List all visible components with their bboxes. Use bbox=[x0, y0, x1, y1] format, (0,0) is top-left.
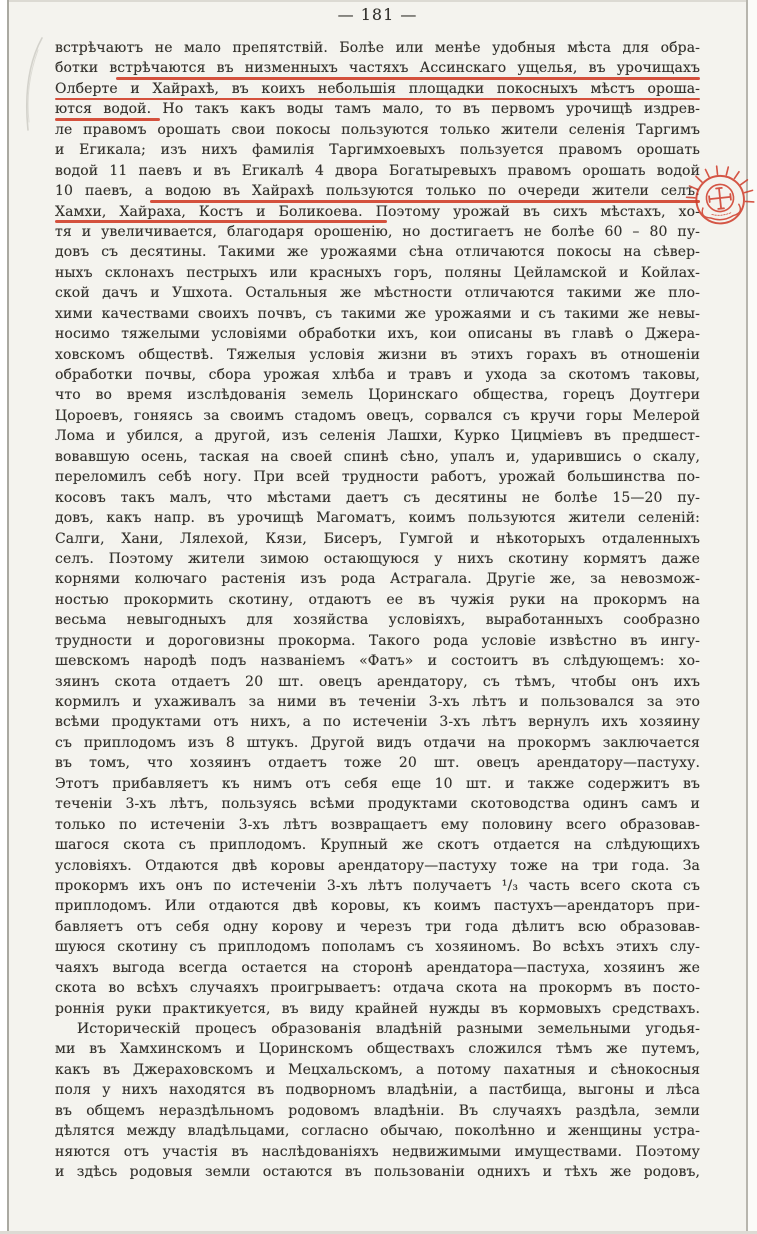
text-line: ской дачъ и Ушхота. Остальныя же мѣстности отличаются такими же пло- bbox=[55, 285, 700, 302]
text-line: Хамхи, Хайраха, Костъ и Боликоева. Поэтому урожай въ сихъ мѣстахъ, хо- bbox=[55, 202, 700, 222]
text-line: чаяхъ выгода всегда остается на сторонѣ арендатора—пастуха, хозяинъ же bbox=[55, 959, 700, 976]
red-seal-stamp bbox=[674, 148, 757, 248]
text-line: Историческій процесъ образованія владѣній разными земельными угодья- bbox=[77, 1021, 700, 1037]
text-line: селъ. Поэтому жители зимою остающуюся у нихъ скотину кормятъ даже bbox=[55, 550, 700, 567]
text-line: роннія руки практикуется, въ виду крайней нужды въ кормовыхъ средствахъ. bbox=[55, 1000, 700, 1017]
text-line: довъ съ десятины. Такими же урожаями сѣна отличаются покосы на сѣвер- bbox=[55, 244, 700, 261]
text-line: водой 11 паевъ и въ Егикалѣ 4 двора Богатыревыхъ правомъ орошать водой bbox=[55, 162, 700, 179]
text-line: зяинъ скота отдаетъ 20 шт. овецъ арендатору, съ тѣмъ, чтобы онъ ихъ bbox=[55, 673, 700, 690]
text-line: корнями колючаго растенія изъ рода Астрагала. Другіе же, за невозмож- bbox=[55, 571, 700, 588]
text-line: ховскомъ обществѣ. Тяжелыя условія жизни въ этихъ горахъ въ отношеніи bbox=[55, 346, 700, 363]
text-line: всѣми продуктами отъ нихъ, а по истеченіи 3-хъ лѣтъ вернулъ ихъ хозяину bbox=[55, 714, 700, 731]
page-number: — 181 — bbox=[337, 5, 418, 24]
text-line: Олберте и Хайрахѣ, въ коихъ небольшія площадки покосныхъ мѣстъ ороша- bbox=[55, 79, 700, 99]
text-line: встрѣчаютъ не мало препятствій. Болѣе или менѣе удобныя мѣста для обра- bbox=[55, 40, 700, 56]
text-line: Цороевъ, гоняясь за своимъ стадомъ овецъ, сорвался съ кручи горы Мелерой bbox=[55, 407, 700, 424]
text-line: довъ, какъ напр. въ урочищѣ Магоматъ, коимъ пользуются жители селеній: bbox=[55, 510, 700, 527]
text-line: скота во всѣхъ случаяхъ проигрываетъ: отдача скота на прокормъ въ посто- bbox=[55, 980, 700, 997]
text-line: шагося скота съ приплодомъ. Крупный же скотъ отдается на слѣдующихъ bbox=[55, 837, 700, 854]
text-line: ми въ Хамхинскомъ и Цоринскомъ обществахъ сложился тѣмъ же путемъ, bbox=[55, 1041, 700, 1058]
text-line: шуюся скотину съ приплодомъ пополамъ съ хозяиномъ. Во всѣхъ этихъ слу- bbox=[55, 939, 700, 956]
text-line: приплодомъ. Или отдаются двѣ коровы, къ коимъ пастухъ—арендаторъ при- bbox=[55, 898, 700, 915]
margin-pencil-mark bbox=[12, 30, 52, 140]
text-line: прокормъ ихъ онъ по истеченіи 3-хъ лѣтъ получаетъ ¹/₃ часть всего скота съ bbox=[55, 877, 700, 894]
text-line: только по истеченіи 3-хъ лѣтъ возвращаетъ ему половину всего образовав- bbox=[55, 816, 700, 833]
stamp-inscription bbox=[712, 212, 732, 216]
text-line: трудности и дороговизны прокорма. Такого рода условіе извѣстно въ ингу- bbox=[55, 632, 700, 649]
text-line: ботки встрѣчаются въ низменныхъ частяхъ Ассинскаго ущелья, въ урочищахъ bbox=[55, 58, 700, 78]
text-line: носимо тяжелыми условіями обработки ихъ, кои описаны въ главѣ о Джера- bbox=[55, 326, 700, 343]
text-line: обработки почвы, сбора урожая хлѣба и травъ и ухода за скотомъ таковы, bbox=[55, 367, 700, 383]
text-line: няются отъ участія въ наслѣдованіяхъ недвижимыми имуществами. Поэтому bbox=[55, 1143, 700, 1160]
text-line: теченіи 3-хъ лѣтъ, пользуясь всѣми продуктами скотоводства одинъ самъ и bbox=[55, 796, 700, 813]
text-line: въ томъ, что хозяинъ отдаетъ тоже 20 шт. овецъ арендатору—пастуху. bbox=[55, 755, 700, 772]
text-line: кормилъ и ухаживалъ за ними въ теченіи 3-хъ лѣтъ и пользовался за это bbox=[55, 694, 700, 710]
scan-edge-top bbox=[0, 0, 757, 2]
text-line: ле правомъ орошать свои покосы пользуются только жители селенія Таргимъ bbox=[55, 121, 700, 138]
text-line: и Егикала; изъ нихъ фамилія Таргимхоевыхъ пользуется правомъ орошать bbox=[55, 142, 700, 159]
text-line: вовавшую осень, таская на своей спинѣ сѣно, упалъ и, ударившись о скалу, bbox=[55, 448, 700, 465]
text-line: ныхъ склонахъ пестрыхъ или красныхъ горъ, поляны Цейламской и Койлах- bbox=[55, 264, 700, 281]
text-line: Этотъ прибавляетъ къ нимъ отъ себя еще 10 шт. и также содержитъ въ bbox=[55, 775, 700, 792]
text-line: весьма невыгодныхъ для хозяйства условіяхъ, выработанныхъ сообразно bbox=[55, 612, 700, 629]
text-line: какъ въ Джераховскомъ и Мецхальскомъ, а потому пахатныя и сѣнокосныя bbox=[55, 1061, 700, 1078]
text-line: 10 паевъ, а водою въ Хайрахѣ пользуются только по очереди жители селъ: bbox=[55, 181, 700, 201]
scan-edge-left bbox=[0, 0, 9, 1234]
text-line: ются водой. Но такъ какъ воды тамъ мало, то въ первомъ урочищѣ издрев- bbox=[55, 99, 700, 119]
text-line: косовъ такъ малъ, что мѣстами даетъ съ десятины не болѣе 15—20 пу- bbox=[55, 489, 700, 506]
stamp-cross-icon bbox=[708, 187, 731, 210]
text-column bbox=[55, 38, 700, 1183]
text-line: поля у нихъ находятся въ подворномъ владѣніи, а пастбища, выгоны и лѣса bbox=[55, 1082, 700, 1099]
text-line: условіяхъ. Отдаются двѣ коровы арендатору—пастуху тоже на три года. За bbox=[55, 857, 700, 874]
text-line: шевскомъ народѣ подъ названіемъ «Фатъ» и состоитъ въ слѣдующемъ: хо- bbox=[55, 653, 700, 670]
text-line: съ приплодомъ изъ 8 штукъ. Другой видъ отдачи на прокормъ заключается bbox=[55, 734, 700, 751]
text-line: ностью прокормить скотину, отдаютъ ее въ чужія руки на прокормъ на bbox=[55, 591, 700, 608]
text-line: что во время изслѣдованія земель Цоринскаго общества, горецъ Доутгери bbox=[55, 387, 700, 404]
text-line: Лома и убился, а другой, изъ селенія Лашхи, Курко Цицміевъ въ предшест- bbox=[55, 428, 700, 445]
text-line: переломилъ себѣ ногу. При всей трудности работъ, урожай большинства по- bbox=[55, 469, 700, 486]
text-line: въ общемъ нераздѣльномъ родовомъ владѣніи. Въ случаяхъ раздѣла, земли bbox=[55, 1102, 700, 1119]
text-line: бавляетъ отъ себя одну корову и черезъ три года дѣлитъ всю образовав- bbox=[55, 918, 700, 935]
text-line: и здѣсь родовыя земли остаются въ пользованіи однихъ и тѣхъ же родовъ, bbox=[55, 1164, 700, 1181]
text-line: хими качествами своихъ почвъ, съ такими же урожаями и съ такими же невы- bbox=[55, 305, 700, 322]
text-line: тя и увеличивается, благодаря орошенію, но достигаетъ не болѣе 60 – 80 пу- bbox=[55, 223, 700, 240]
text-line: Салги, Хани, Лялехой, Кязи, Бисеръ, Гумгой и нѣкоторыхъ отдаленныхъ bbox=[55, 530, 700, 547]
text-line: дѣлятся между владѣльцами, согласно обычаю, поколѣнно и женщины устра- bbox=[55, 1123, 700, 1140]
